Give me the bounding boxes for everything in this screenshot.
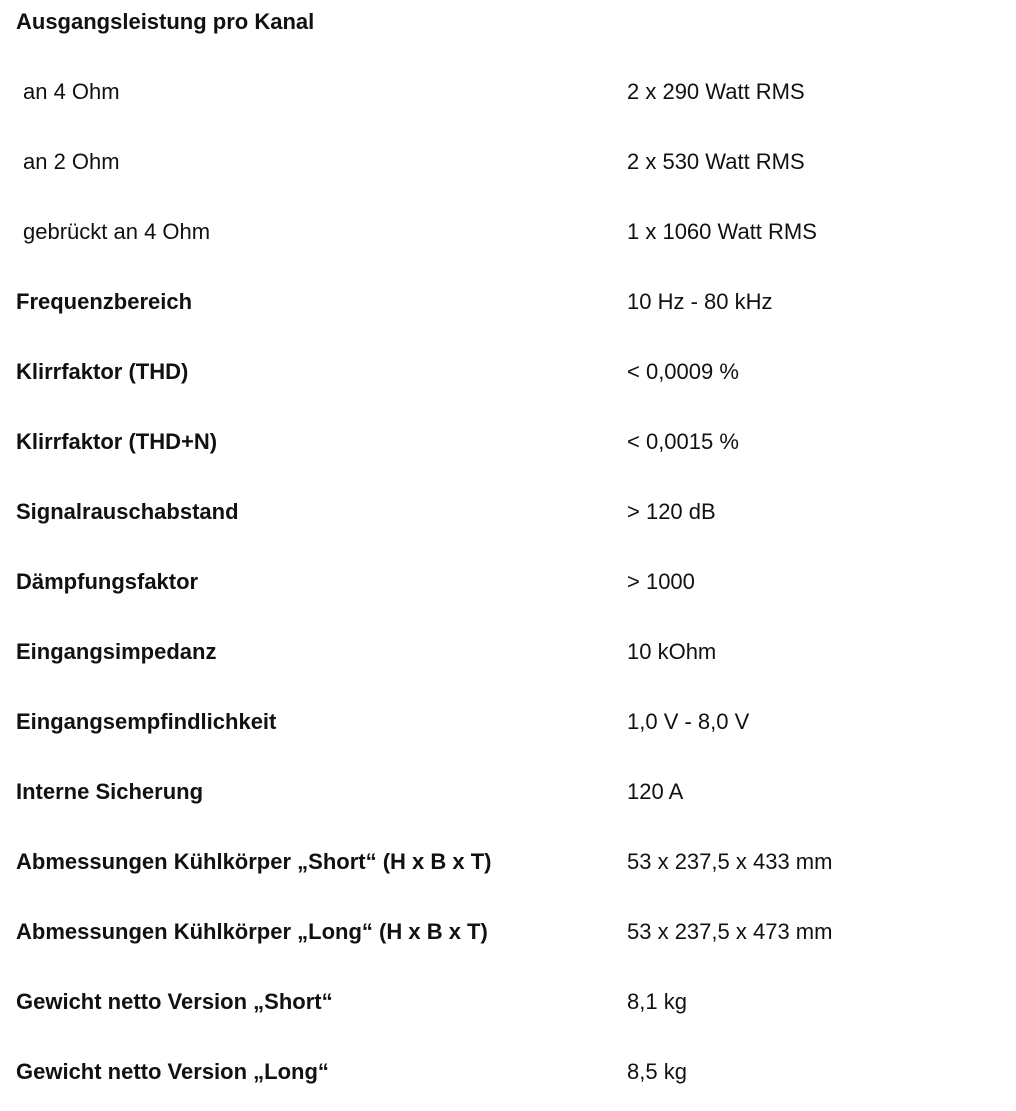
spec-label: an 2 Ohm [23,149,120,174]
spec-label: gebrückt an 4 Ohm [23,219,211,244]
spec-label: Abmessungen Kühlkörper „Long“ (H x B x T) [16,919,488,944]
spec-label: Signalrauschabstand [16,499,239,524]
spec-label: Eingangsimpedanz [16,639,217,664]
spec-label: Gewicht netto Version „Long“ [16,1059,329,1084]
spec-value: 1 x 1060 Watt RMS [627,219,817,244]
spec-label: Dämpfungsfaktor [16,569,199,594]
spec-row-thd [0,352,1016,392]
spec-row-weight-short [0,982,1016,1022]
spec-row-2-ohm [0,142,1016,182]
spec-value: < 0,0009 % [627,359,739,384]
spec-value: 53 x 237,5 x 433 mm [627,849,833,874]
spec-row-thd-n [0,422,1016,462]
spec-label: an 4 Ohm [23,79,120,104]
spec-label: Eingangsempfindlichkeit [16,709,277,734]
spec-row-4-ohm [0,72,1016,112]
spec-value: 8,1 kg [627,989,687,1014]
spec-value: 53 x 237,5 x 473 mm [627,919,833,944]
spec-label: Frequenzbereich [16,289,193,314]
spec-label: Klirrfaktor (THD) [16,359,189,384]
spec-value: 10 Hz - 80 kHz [627,289,773,314]
spec-row-frequency [0,282,1016,322]
spec-row-fuse [0,772,1016,812]
spec-heading: Ausgangsleistung pro Kanal [16,9,315,34]
spec-value: 120 A [627,779,684,804]
spec-row-damping [0,562,1016,602]
spec-label: Gewicht netto Version „Short“ [16,989,333,1014]
spec-value: 8,5 kg [627,1059,687,1084]
spec-value: > 1000 [627,569,695,594]
spec-row-snr [0,492,1016,532]
spec-row-dimensions-long [0,912,1016,952]
spec-label: Abmessungen Kühlkörper „Short“ (H x B x T) [16,849,492,874]
spec-label: Interne Sicherung [16,779,204,804]
spec-label: Klirrfaktor (THD+N) [16,429,218,454]
spec-value: > 120 dB [627,499,716,524]
spec-value: 2 x 290 Watt RMS [627,79,805,104]
spec-row-dimensions-short [0,842,1016,882]
spec-heading-row [0,2,1016,42]
spec-row-input-sensitivity [0,702,1016,742]
spec-row-input-impedance [0,632,1016,672]
spec-value: 2 x 530 Watt RMS [627,149,805,174]
spec-row-bridged [0,212,1016,252]
spec-value: < 0,0015 % [627,429,739,454]
spec-value: 10 kOhm [627,639,717,664]
spec-row-weight-long [0,1052,1016,1092]
spec-value: 1,0 V - 8,0 V [627,709,750,734]
